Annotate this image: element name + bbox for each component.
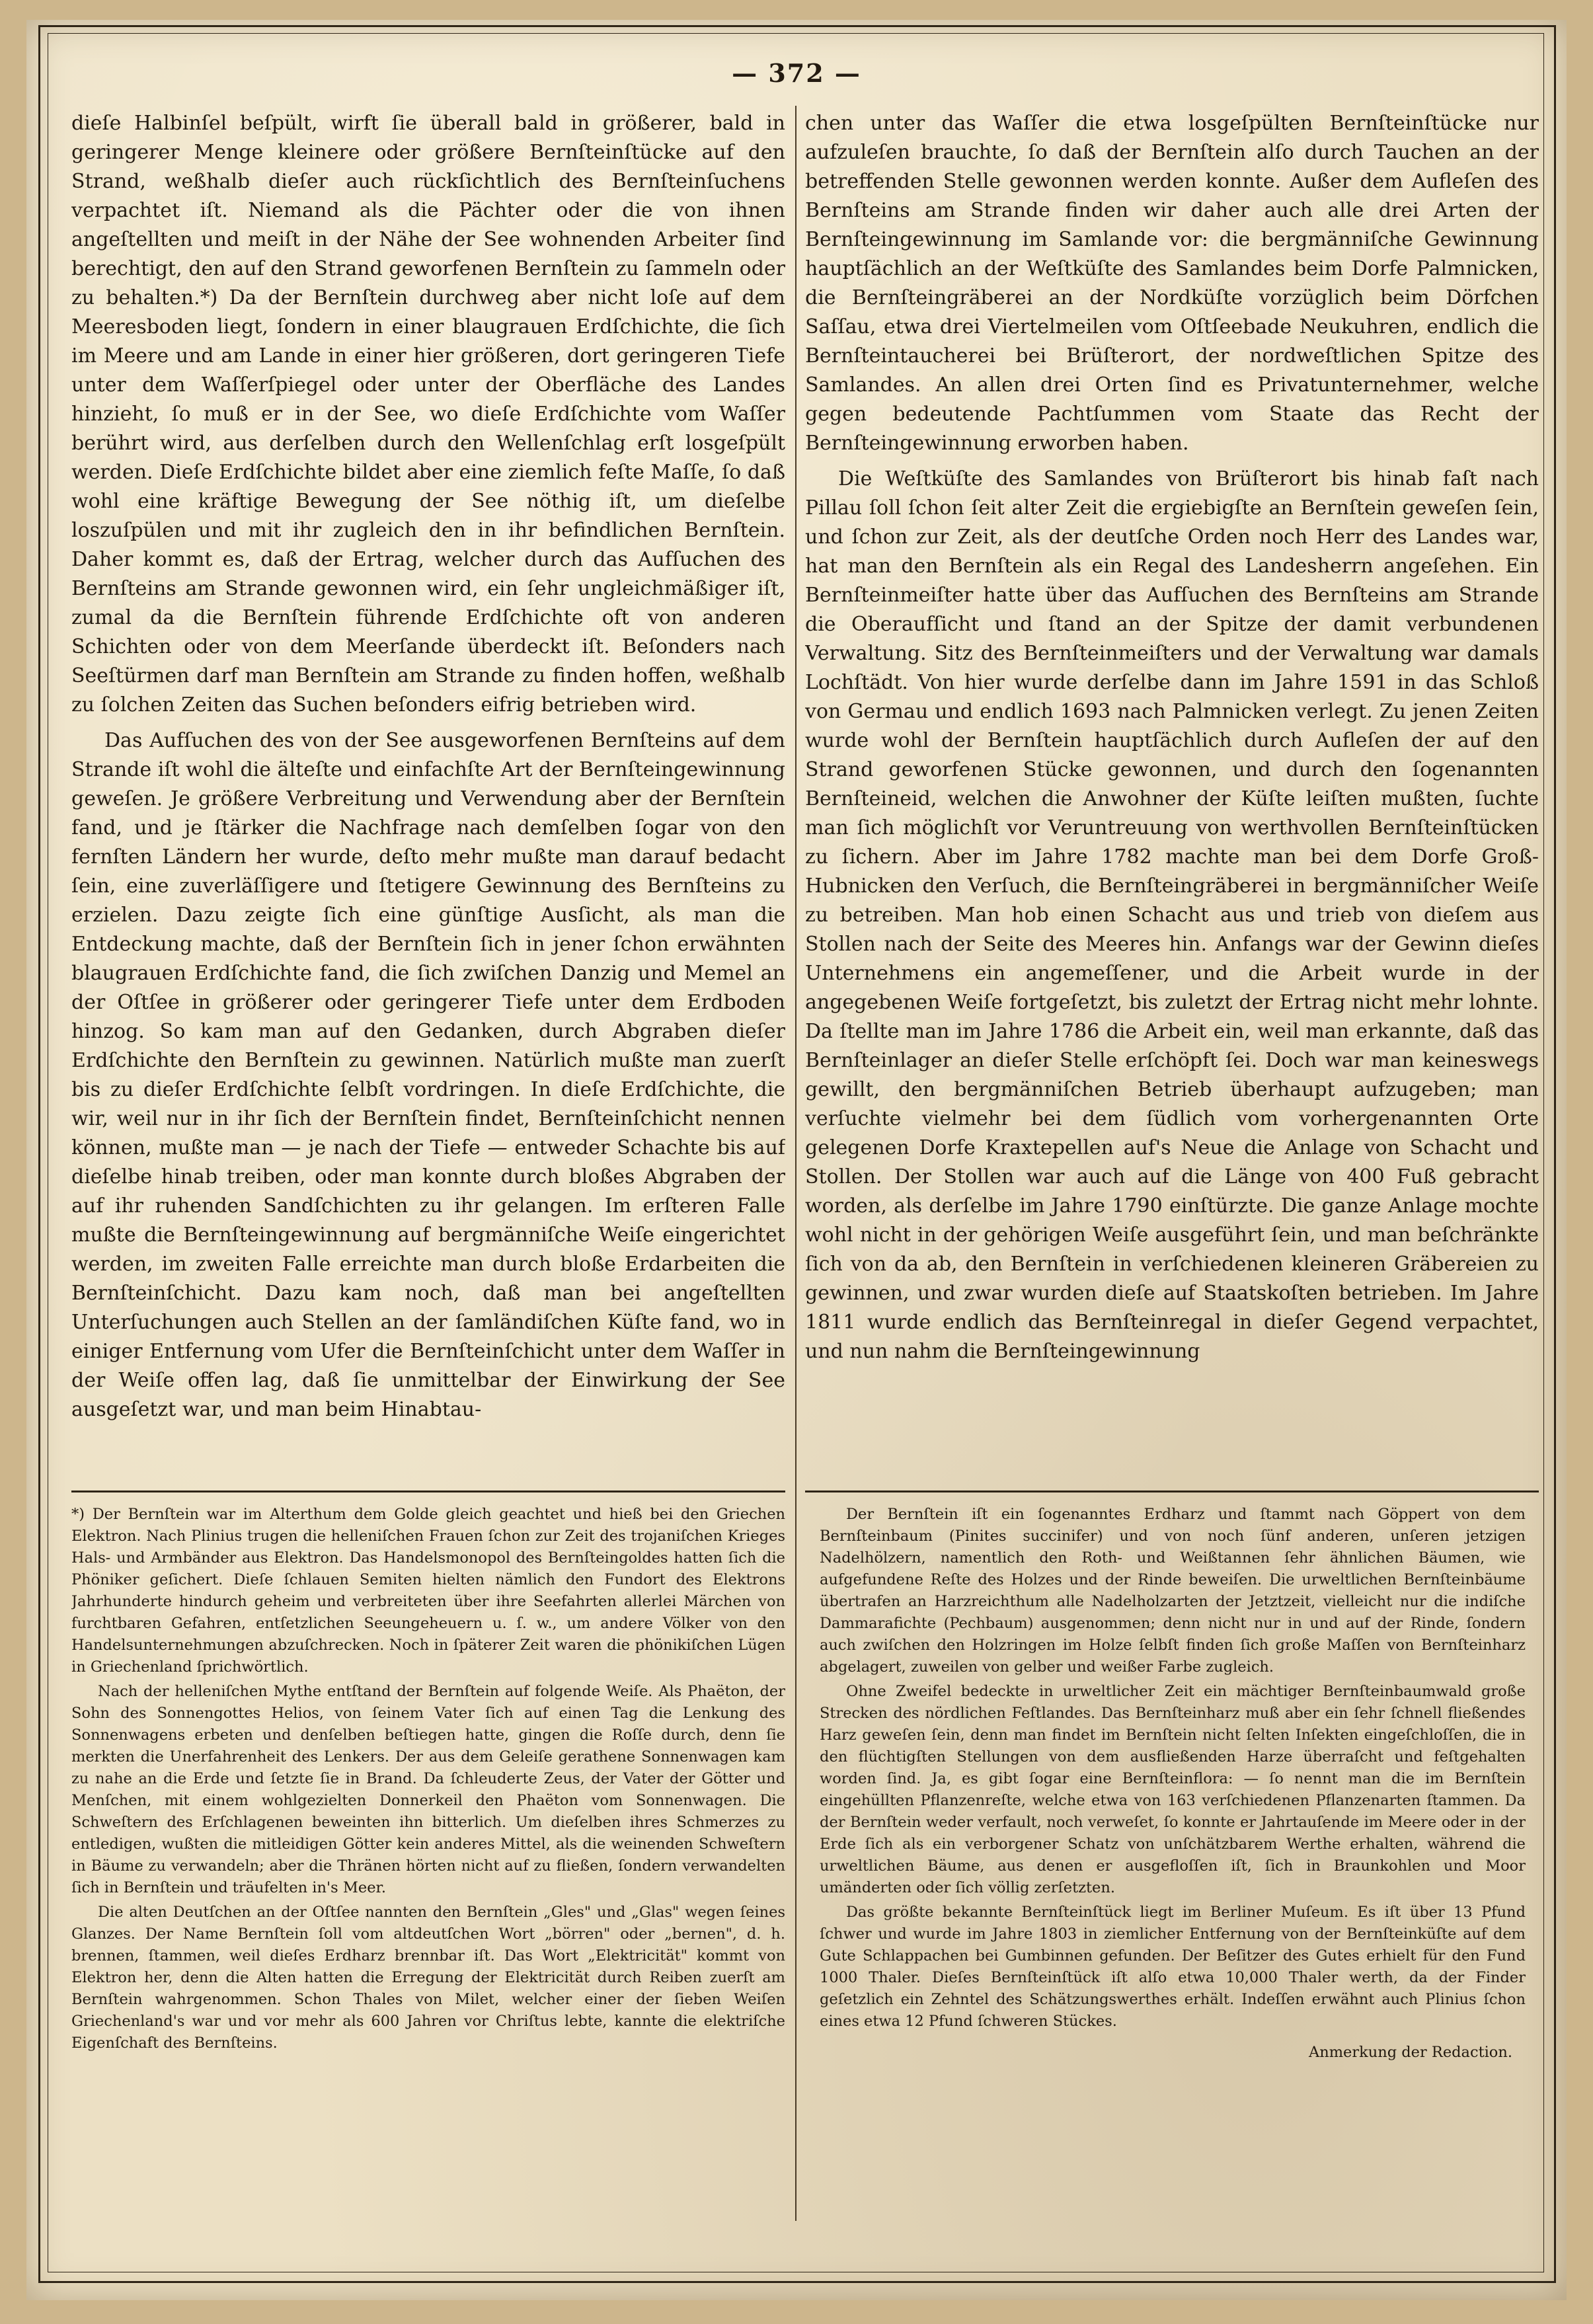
column-divider bbox=[795, 106, 796, 2221]
paragraph: Die Weſtküſte des Samlandes von Brüſterort bis hinab faſt nach Pillau ſoll ſchon ſeit alter Zeit die ergiebigſte an Bernſtein geweſen ſein, und ſchon zur Zeit, als der deutſche Orden noch Herr des Landes war, hat man den Bernſtein als ein Regal des Landesherrn angeſehen. Ein Bernſteinmeiſter hatte über das Aufſuchen des Bernſteins am Strande die Oberaufſicht und ſtand an der Spitze der damit verbundenen Verwaltung. Sitz des Bernſteinmeiſters und der Verwaltung war damals Lochſtädt. Von hier wurde derſelbe dann im Jahre 1591 in das Schloß von Germau und endlich 1693 nach Palmnicken verlegt. Zu jenen Zeiten wurde wohl der Bernſtein hauptſächlich durch Aufleſen der auf den Strand geworfenen Stücke gewonnen, und durch den ſogenannten Bernſteineid, welchen die Anwohner der Küſte leiſten mußten, ſuchte man ſich möglichſt vor Veruntreuung von werthvollen Bernſteinſtücken zu ſichern. Aber im Jahre 1782 machte man bei dem Dorfe Groß-Hubnicken den Verſuch, die Bernſteingräberei in bergmänniſcher Weiſe zu betreiben. Man hob einen Schacht aus und trieb von dieſem aus Stollen nach der Seite des Meeres hin. Anfangs war der Gewinn dieſes Unternehmens ein angemeſſener, und die Arbeit wurde in der angegebenen Weiſe fortgeſetzt, bis zuletzt der Ertrag nicht mehr lohnte. Da ſtellte man im Jahre 1786 die Arbeit ein, weil man erkannte, daß das Bernſteinlager an dieſer Stelle erſchöpft ſei. Doch war man keineswegs gewillt, den bergmänniſchen Betrieb überhaupt aufzugeben; man verſuchte vielmehr bei dem ſüdlich vom vorhergenannten Orte gelegenen Dorfe Kraxtepellen auf's Neue die Anlage von Schacht und Stollen. Der Stollen war auch auf die Länge von 400 Fuß gebracht worden, als derſelbe im Jahre 1790 einſtürzte. Die ganze Anlage mochte wohl nicht in der gehörigen Weiſe ausgeführt ſein, und man beſchränkte ſich von da ab, den Bernſtein in verſchiedenen kleineren Gräbereien zu gewinnen, und zwar wurden dieſe auf Staatskoſten betrieben. Im Jahre 1811 wurde endlich das Bernſteinregal in dieſer Gegend verpachtet, und nun nahm die Bernſteingewinnung bbox=[805, 467, 1539, 1363]
footnote: Die alten Deutſchen an der Oſtſee nannten den Bernſtein „Gles" und „Glas" wegen ſeines Glanzes. Der Name Bernſtein ſoll vom altdeutſchen Wort „börren" oder „bernen", d. h. brennen, ſtammen, weil dieſes Erdharz brennbar iſt. Das Wort „Elektricität" kommt von Elektron her, denn die Alten hatten die Erregung der Elektricität durch Reiben zuerſt am Bernſtein wahrgenommen. Schon Thales von Milet, welcher einer der ſieben Weiſen Griechenland's war und vor mehr als 600 Jahren vor Chriſtus lebte, kannte die elektriſche Eigenſchaft des Bernſteins. bbox=[71, 1904, 785, 2052]
footnote: Das größte bekannte Bernſteinſtück liegt im Berliner Muſeum. Es iſt über 13 Pfund ſchwer und wurde im Jahre 1803 in ziemlicher Entfernung von der Bernſteinküſte auf dem Gute Schlappachen bei Gumbinnen gefunden. Der Beſitzer des Gutes erhielt für den Fund 1000 Thaler. Dieſes Bernſteinſtück iſt alſo etwa 10,000 Thaler werth, da der Finder geſetzlich ein Zehntel des Schätzungswerthes erhält. Indeſſen erwähnt auch Plinius ſchon eines etwa 12 Pfund ſchweren Stückes. bbox=[820, 1904, 1526, 2030]
footnote: *) Der Bernſtein war im Alterthum dem Golde gleich geachtet und hieß bei den Griechen Elektron. Nach Plinius trugen die helleniſchen Frauen ſchon zur Zeit des trojaniſchen Krieges Hals- und Armbänder aus Elektron. Das Handelsmonopol des Bernſteingoldes hatten ſich die Phöniker geſichert. Dieſe ſchlauen Semiten hielten nämlich den Fundort des Elektrons Jahrhunderte hindurch geheim und verbreiteten über ihre Seefahrten allerlei Märchen von furchtbaren Gefahren, entſetzlichen Seeungeheuern u. ſ. w., um andere Völker von den Handelsunternehmungen abzuſchrecken. Noch in ſpäterer Zeit waren die phönikiſchen Lügen in Griechenland ſprichwörtlich. bbox=[71, 1506, 785, 1676]
left-column bbox=[71, 109, 785, 1491]
page-number: — 372 — bbox=[732, 58, 861, 88]
footnote-rule-right bbox=[805, 1491, 1539, 1492]
paragraph: chen unter das Waſſer die etwa losgeſpülten Bernſteinſtücke nur aufzuleſen brauchte, ſo daß der Bernſtein alſo durch Tauchen an der betreffenden Stelle gewonnen werden konnte. Außer dem Aufleſen des Bernſteins am Strande finden wir daher auch alle drei Arten der Bernſteingewinnung im Samlande vor: die bergmänniſche Gewinnung hauptſächlich an der Weſtküſte des Samlandes beim Dorfe Palmnicken, die Bernſteingräberei an der Nordküſte vorzüglich beim Dörfchen Saſſau, etwa drei Viertelmeilen vom Oſtſeebade Neukuhren, endlich die Bernſteintaucherei bei Brüſterort, der nordweſtlichen Spitze des Samlandes. An allen drei Orten ſind es Privatunternehmer, welche gegen bedeutende Pachtſummen vom Staate das Recht der Bernſteingewinnung erworben haben. bbox=[805, 112, 1539, 455]
editor-signoff: Anmerkung der Redaction. bbox=[1308, 2044, 1512, 2061]
footnote: Ohne Zweifel bedeckte in urweltlicher Zeit ein mächtiger Bernſteinbaumwald große Strecken des nördlichen Feſtlandes. Das Bernſteinharz muß aber ein ſehr ſchnell fließendes Harz geweſen ſein, denn man findet im Bernſtein nicht ſelten Inſekten eingeſchloſſen, die in den flüchtigſten Stellungen von dem ausfließenden Harze überraſcht und feſtgehalten worden ſind. Ja, es gibt ſogar eine Bernſteinflora: — ſo nennt man die im Bernſtein eingehüllten Pflanzenreſte, welche etwa von 163 verſchiedenen Pflanzenarten ſtammen. Da der Bernſtein weder verfault, noch verweſet, ſo konnte er Jahrtauſende im Meere oder in der Erde ſich als ein verborgener Schatz von unſchätzbarem Werthe erhalten, während die urweltlichen Bäume, aus denen er ausgefloſſen iſt, ſich in Braunkohlen und Moor umänderten oder ſich völlig zerſetzten. bbox=[820, 1683, 1526, 1896]
footnote-rule-left bbox=[71, 1491, 785, 1492]
right-column bbox=[805, 109, 1539, 1491]
paragraph: dieſe Halbinſel beſpült, wirft ſie überall bald in größerer, bald in geringerer Menge kleinere oder größere Bernſteinſtücke auf den Strand, weßhalb dieſer auch rückſichtlich des Bernſteinſuchens verpachtet iſt. Niemand als die Pächter oder die von ihnen angeſtellten und meiſt in der Nähe der See wohnenden Arbeiter ſind berechtigt, den auf den Strand geworfenen Bernſtein zu ſammeln oder zu behalten.*) Da der Bernſtein durchweg aber nicht loſe auf dem Meeresboden liegt, ſondern in einer blaugrauen Erdſchichte, die ſich im Meere und am Lande in einer hier größeren, dort geringeren Tiefe unter dem Waſſerſpiegel oder unter der Oberfläche des Landes hinzieht, ſo muß er in der See, wo dieſe Erdſchichte vom Waſſer berührt wird, aus derſelben durch den Wellenſchlag erſt losgeſpült werden. Dieſe Erdſchichte bildet aber eine ziemlich feſte Maſſe, ſo daß wohl eine kräftige Bewegung der See nöthig iſt, um dieſelbe loszuſpülen und mit ihr zugleich den in ihr befindlichen Bernſtein. Daher kommt es, daß der Ertrag, welcher durch das Aufſuchen des Bernſteins am Strande gewonnen wird, ein ſehr ungleichmäßiger iſt, zumal da die Bernſtein führende Erdſchichte oft von anderen Schichten oder von dem Meerſande überdeckt iſt. Beſonders nach Seeſtürmen darf man Bernſtein am Strande zu finden hoffen, weßhalb zu ſolchen Zeiten das Suchen beſonders eifrig betrieben wird. bbox=[71, 112, 785, 717]
footnotes-right bbox=[820, 1504, 1526, 2251]
footnote: Nach der helleniſchen Mythe entſtand der Bernſtein auf folgende Weiſe. Als Phaëton, der Sohn des Sonnengottes Helios, von ſeinem Vater ſich auf einen Tag die Lenkung des Sonnenwagens erbeten und denſelben beſtiegen hatte, gingen die Roſſe durch, denn ſie merkten die Unerfahrenheit des Lenkers. Der aus dem Geleiſe gerathene Sonnenwagen kam zu nahe an die Erde und ſetzte ſie in Brand. Da ſchleuderte Zeus, der Vater der Götter und Menſchen, mit einem wohlgezielten Donnerkeil den Phaëton vom Sonnenwagen. Die Schweſtern des Erſchlagenen beweinten ihn bitterlich. Um dieſelben ihres Schmerzes zu entledigen, wußten die mitleidigen Götter kein anderes Mittel, als die weinenden Schweſtern in Bäume zu verwandeln; aber die Thränen hörten nicht auf zu fließen, ſondern verwandelten ſich in Bernſtein und träufelten in's Meer. bbox=[71, 1683, 785, 1896]
footnote: Der Bernſtein iſt ein ſogenanntes Erdharz und ſtammt nach Göppert von dem Bernſteinbaum (Pinites succinifer) und von noch ſünf anderen, unſeren jetzigen Nadelhölzern, namentlich den Roth- und Weißtannen ſehr ähnlichen Bäumen, wie aufgefundene Reſte des Holzes und der Rinde beweiſen. Die urweltlichen Bernſteinbäume übertrafen an Harzreichthum alle Nadelholzarten der Jetztzeit, vielleicht nur die indiſche Dammarafichte (Pechbaum) ausgenommen; denn nicht nur in und auf der Rinde, ſondern auch zwiſchen den Holzringen im Holze ſelbſt finden ſich große Maſſen von Bernſteinharz abgelagert, zuweilen von gelber und weißer Farbe zugleich. bbox=[820, 1506, 1526, 1676]
paragraph: Das Aufſuchen des von der See ausgeworfenen Bernſteins auf dem Strande iſt wohl die älteſte und einfachſte Art der Bernſteingewinnung geweſen. Je größere Verbreitung und Verwendung aber der Bernſtein fand, und je ſtärker die Nachfrage nach demſelben ſogar von den fernſten Ländern her wurde, deſto mehr mußte man darauf bedacht ſein, eine zuverläſſigere und ſtetigere Gewinnung des Bernſteins zu erzielen. Dazu zeigte ſich eine günſtige Ausſicht, als man die Entdeckung machte, daß der Bernſtein ſich in jener ſchon erwähnten blaugrauen Erdſchichte fand, die ſich zwiſchen Danzig und Memel an der Oſtſee in größerer oder geringerer Tiefe unter dem Erdboden hinzog. So kam man auf den Gedanken, durch Abgraben dieſer Erdſchichte den Bernſtein zu gewinnen. Natürlich mußte man zuerſt bis zu dieſer Erdſchichte ſelbſt vordringen. In dieſe Erdſchichte, die wir, weil nur in ihr ſich der Bernſtein findet, Bernſteinſchicht nennen können, mußte man — je nach der Tiefe — entweder Schachte bis auf dieſelbe hinab treiben, oder man konnte durch bloßes Abgraben der auf ihr ruhenden Sandſchichten zu ihr gelangen. Im erſteren Falle mußte die Bernſteingewinnung auf bergmänniſche Weiſe eingerichtet werden, im zweiten Falle erreichte man durch bloße Erdarbeiten die Bernſteinſchicht. Dazu kam noch, daß man bei angeſtellten Unterſuchungen auch Stellen an der ſamländiſchen Küſte fand, wo in einiger Entfernung vom Ufer die Bernſteinſchicht unter dem Waſſer in der Weiſe offen lag, daß ſie unmittelbar der Einwirkung der See ausgeſetzt war, und man beim Hinabtau- bbox=[71, 729, 785, 1421]
footnotes-left bbox=[71, 1504, 785, 2251]
